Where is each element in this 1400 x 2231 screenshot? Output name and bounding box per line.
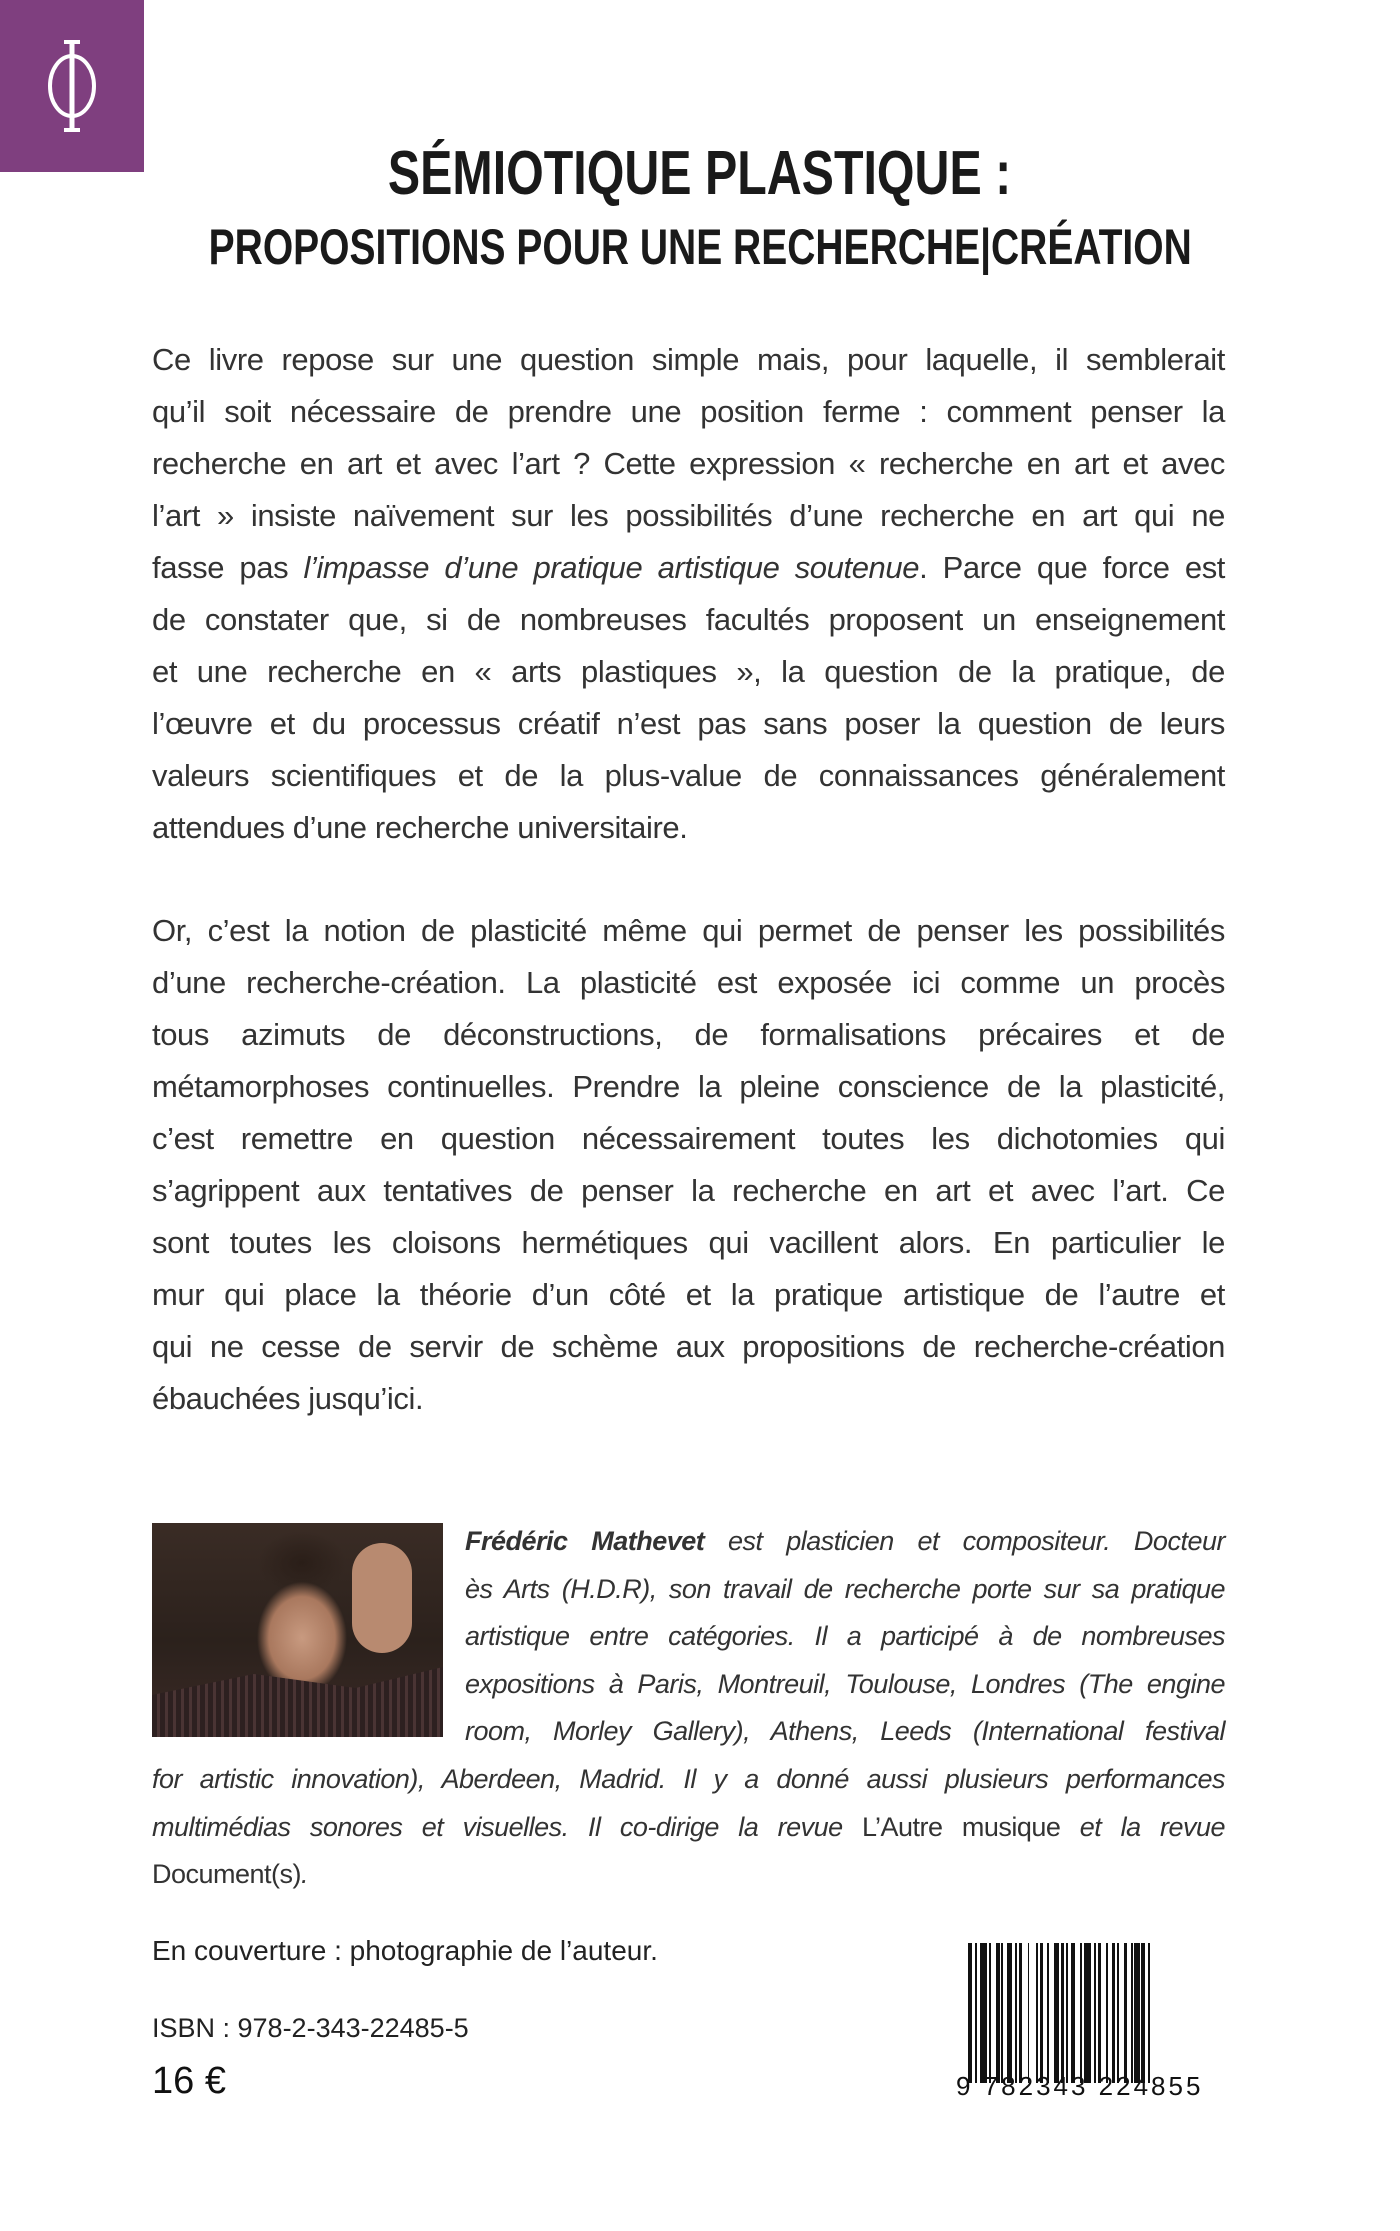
text-line: valeurs scientifiques et de la plus-value de connaissances généralement (152, 758, 1225, 793)
text-line: l’œuvre et du processus créatif n’est pas sans poser la question de leurs (152, 706, 1225, 741)
text-line: qu’il soit nécessaire de prendre une position ferme : comment penser la (152, 394, 1225, 429)
barcode-bar (980, 1943, 987, 2083)
blurb-paragraph-1 (152, 334, 1225, 854)
barcode-bars (968, 1943, 1224, 2083)
text-line: tous azimuts de déconstructions, de formalisations précaires et de (152, 1017, 1225, 1052)
text-line: ébauchées jusqu’ici. (152, 1381, 424, 1416)
cover-credit: En couverture : photographie de l’auteur. (152, 1935, 658, 1966)
barcode-bar (1029, 1943, 1036, 2083)
author-bio: Frédéric Mathevet est plasticien et compositeur. Docteur ès Arts (H.D.R), son travail de recherche porte sur sa pratique artistique entre catégories. Il a participé à de nombreuses expositions à Paris, Montreuil, Toulouse, Londres (The engine room, Morley Gallery), Athens, Leeds (International festival for artistic innovation), Aberdeen, Madrid. Il y a donné aussi plusieurs performances multimédias sonores et visuelles. Il co-dirige la revue L’Autre musique et la revue Document(s). (152, 1526, 1225, 1890)
text-line: mur qui place la théorie d’un côté et la pratique artistique de l’autre et (152, 1277, 1225, 1312)
blurb-paragraph-2 (152, 905, 1225, 1425)
price: 16 € (152, 2060, 226, 2102)
text-line: recherche en art et avec l’art ? Cette expression « recherche en art et avec (152, 446, 1225, 481)
barcode-digits: 9 782343 224855 (956, 2071, 1204, 2101)
book-subtitle: PROPOSITIONS POUR UNE RECHERCHE|CRÉATION (208, 219, 1192, 275)
text-line: c’est remettre en question nécessairement toutes les dichotomies qui (152, 1121, 1225, 1156)
barcode (956, 1943, 1226, 2103)
isbn: ISBN : 978-2-343-22485-5 (152, 2013, 469, 2043)
barcode-bar (1150, 1943, 1154, 2083)
text-line: métamorphoses continuelles. Prendre la pleine conscience de la plasticité, (152, 1069, 1225, 1104)
text-line: de constater que, si de nombreuses facultés proposent un enseignement (152, 602, 1225, 637)
text-line: qui ne cesse de servir de schème aux propositions de recherche-création (152, 1329, 1225, 1364)
author-name: Frédéric Mathevet (465, 1526, 705, 1556)
text-line: fasse pas l’impasse d’une pratique artistique soutenue. Parce que force est (152, 550, 1226, 585)
text-line: Ce livre repose sur une question simple mais, pour laquelle, il semblerait (152, 342, 1225, 377)
phi-logo-icon (38, 38, 106, 134)
text-line: sont toutes les cloisons hermétiques qui vacillent alors. En particulier le (152, 1225, 1225, 1260)
text-line: Or, c’est la notion de plasticité même qui permet de penser les possibilités (152, 913, 1225, 948)
text-line: s’agrippent aux tentatives de penser la recherche en art et avec l’art. Ce (152, 1173, 1225, 1208)
book-title: SÉMIOTIQUE PLASTIQUE : (388, 139, 1012, 208)
text-line: l’art » insiste naïvement sur les possibilités d’une recherche en art qui ne (152, 498, 1225, 533)
text-line: d’une recherche-création. La plasticité est exposée ici comme un procès (152, 965, 1225, 1000)
barcode-bar (1084, 1943, 1091, 2083)
text-line: attendues d’une recherche universitaire. (152, 810, 688, 845)
text-line: et une recherche en « arts plastiques », la question de la pratique, de (152, 654, 1225, 689)
